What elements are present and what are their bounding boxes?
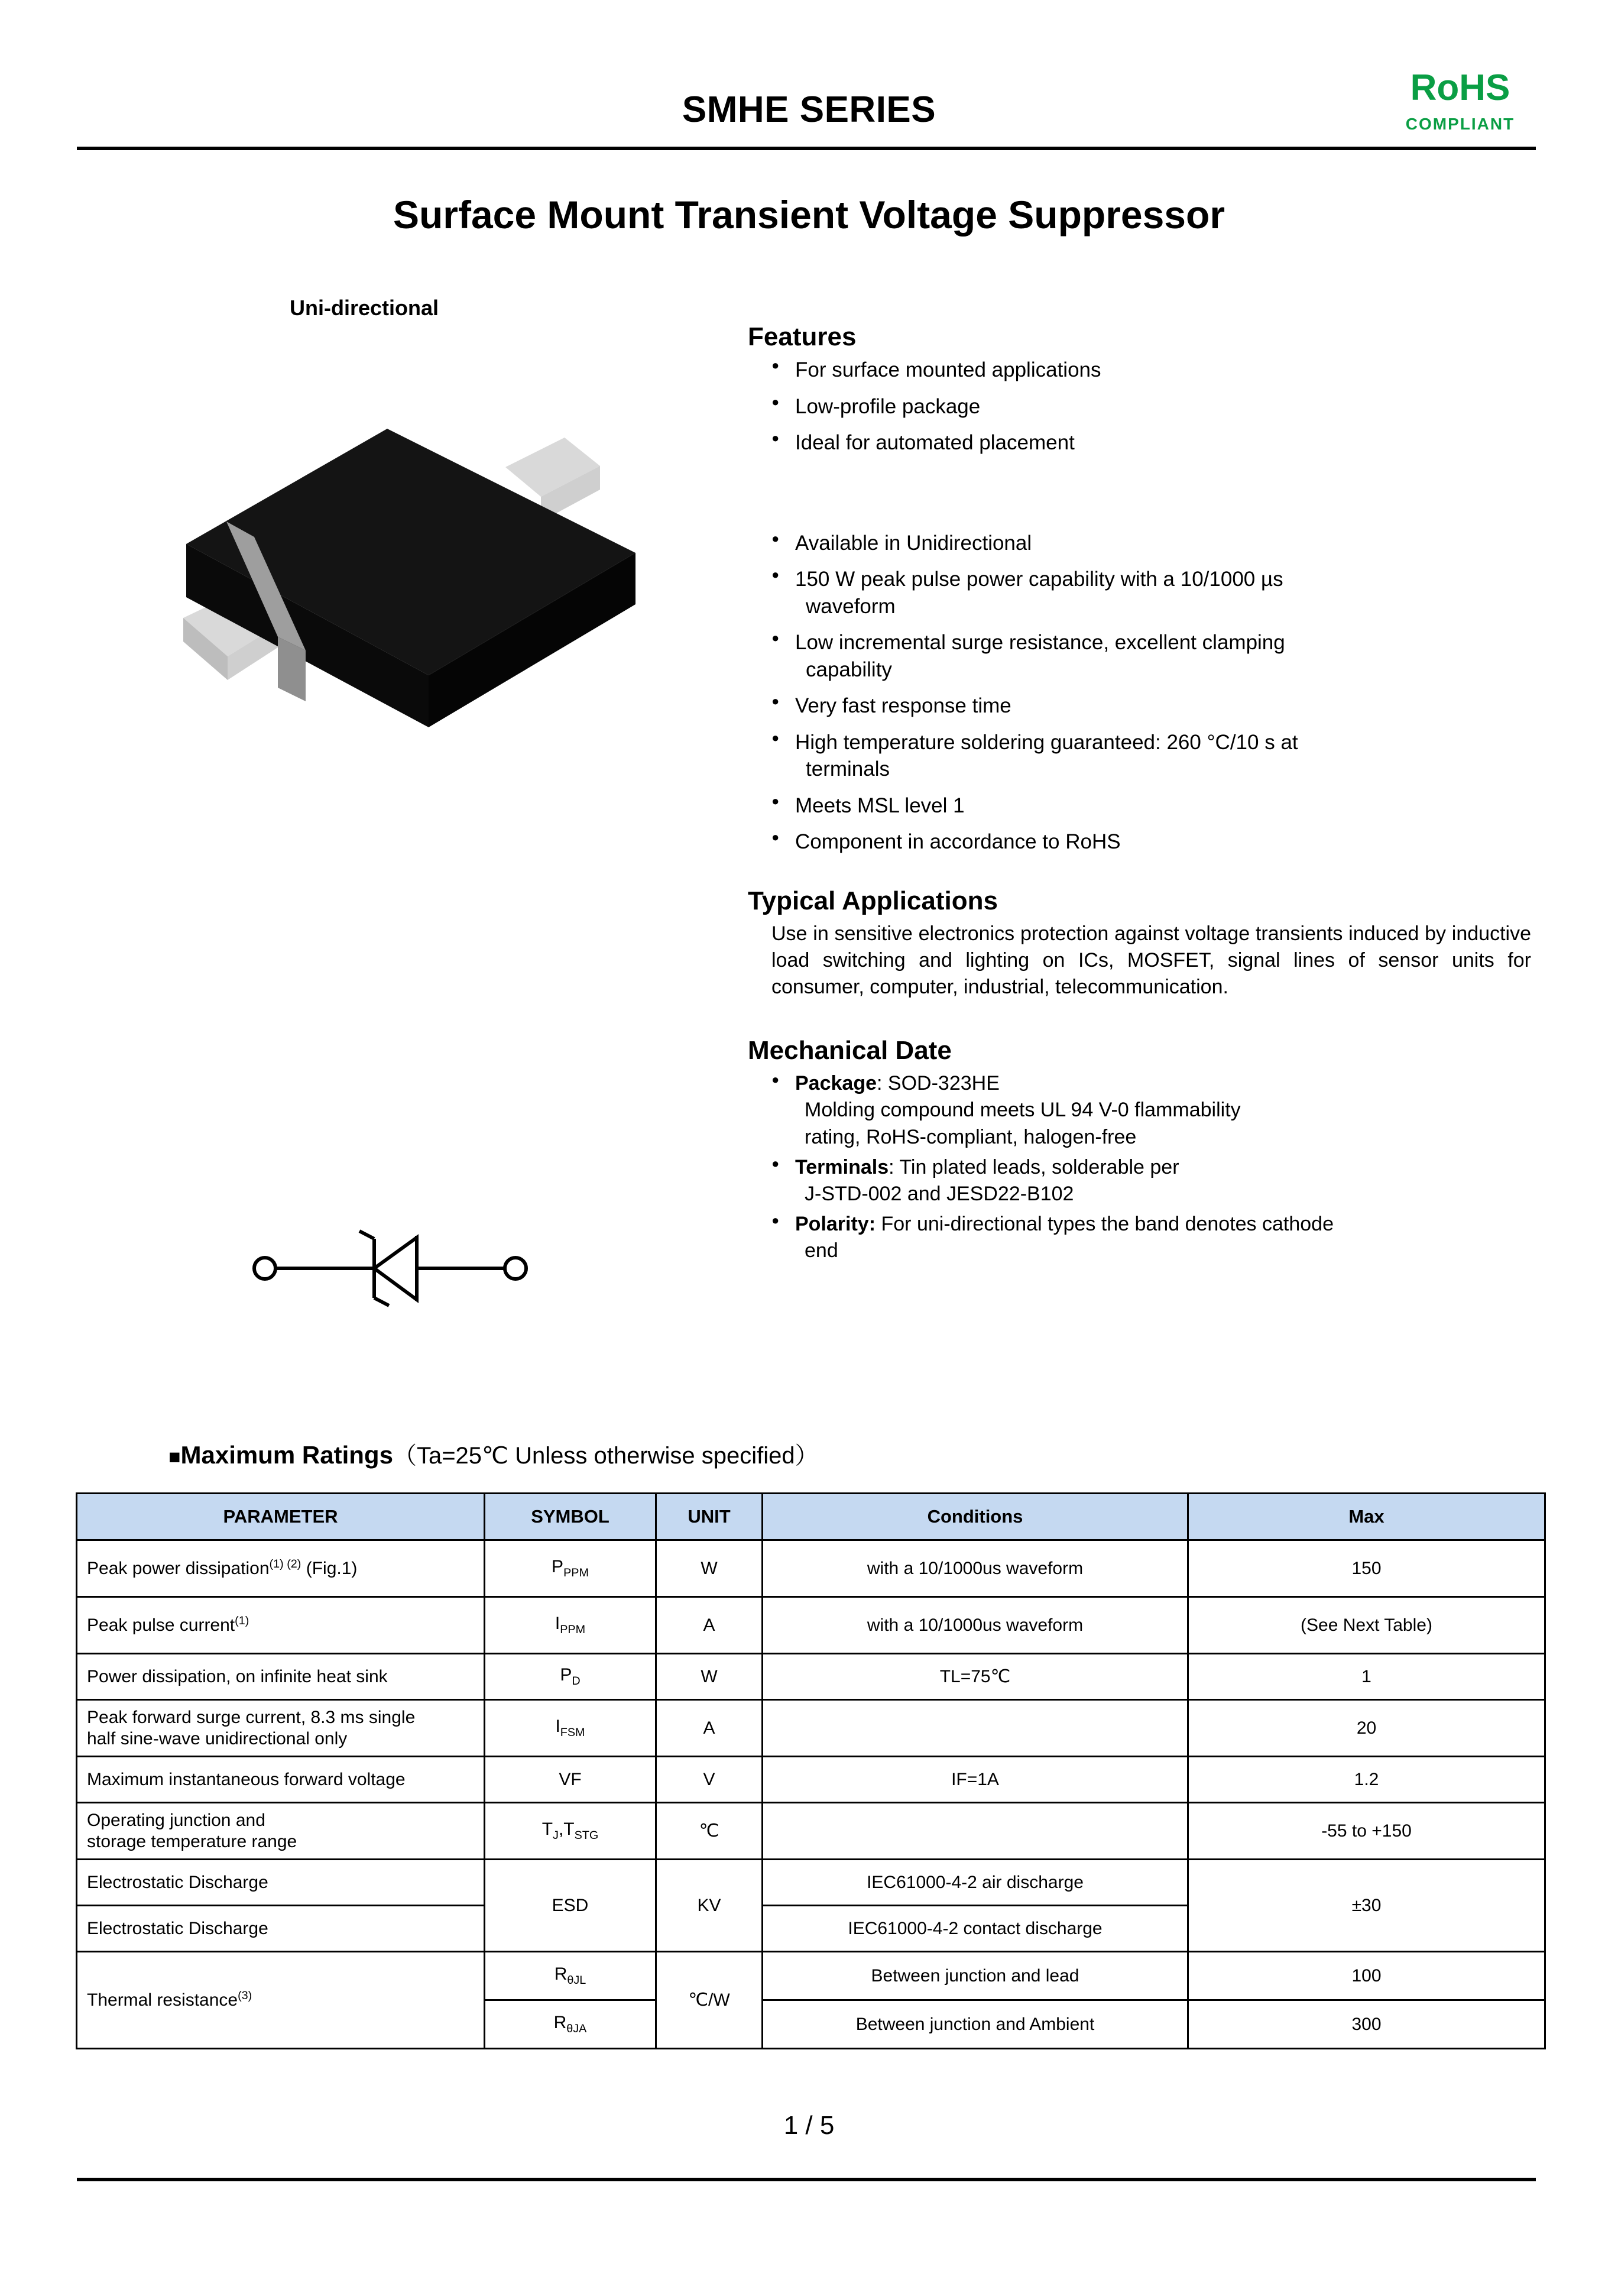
header-divider	[77, 147, 1536, 150]
list-item: ● Component in accordance to RoHS	[771, 828, 1540, 856]
rohs-label: RoHS	[1410, 67, 1510, 108]
cell-parameter: Electrostatic Discharge	[77, 1860, 485, 1906]
table-row	[77, 1597, 1545, 1654]
list-item: ● Terminals: Tin plated leads, solderable per J-STD-002 and JESD22-B102	[771, 1154, 1540, 1207]
list-item: ● Meets MSL level 1	[771, 792, 1540, 820]
list-item: ● Available in Unidirectional	[771, 530, 1540, 557]
cell-max: 1	[1188, 1654, 1545, 1700]
cell-conditions: with a 10/1000us waveform	[763, 1597, 1188, 1654]
list-item: ● Low incremental surge resistance, excellent clamping capability	[771, 629, 1540, 683]
table-row	[77, 1700, 1545, 1757]
cell-symbol: $I_{PPM}$	[485, 1597, 656, 1654]
maximum-ratings-table	[76, 1492, 1546, 2049]
mechanical-label: Polarity:	[795, 1213, 876, 1236]
page-title: Surface Mount Transient Voltage Suppressor	[393, 193, 1225, 237]
cell-parameter: Operating junction and storage temperature range	[77, 1803, 485, 1860]
col-max: Max	[1188, 1494, 1545, 1540]
package-orientation-label: Uni-directional	[290, 296, 439, 320]
cell-conditions	[763, 1803, 1188, 1860]
cell-parameter: Peak power dissipation$^{(1) (2)}$ (Fig.1)	[77, 1540, 485, 1597]
applications-heading: Typical Applications	[748, 886, 998, 915]
cell-unit: A	[656, 1597, 763, 1654]
cell-max: 150	[1188, 1540, 1545, 1597]
cell-unit: V	[656, 1757, 763, 1803]
cell-parameter: Thermal resistance$^{(3)}$	[77, 1952, 485, 2049]
cell-parameter: Peak pulse current$^{(1)}$	[77, 1597, 485, 1654]
rohs-logo	[1377, 67, 1543, 134]
cell-unit: W	[656, 1540, 763, 1597]
cell-symbol: VF	[485, 1757, 656, 1803]
cell-unit: W	[656, 1654, 763, 1700]
list-item: ● 150 W peak pulse power capability with a 10/1000 µs waveform	[771, 566, 1540, 620]
page-header	[0, 0, 1618, 148]
cell-max: (See Next Table)	[1188, 1597, 1545, 1654]
tvs-diode-symbol-icon	[248, 1206, 532, 1325]
cell-conditions: IEC61000-4-2 contact discharge	[763, 1906, 1188, 1952]
list-item: ● Ideal for automated placement	[771, 429, 1540, 456]
table-row	[77, 1757, 1545, 1803]
cell-unit: KV	[656, 1860, 763, 1952]
cell-conditions: Between junction and Ambient	[763, 2000, 1188, 2049]
page-number: 1 / 5	[783, 2111, 835, 2140]
features-heading: Features	[748, 322, 857, 351]
applications-body: Use in sensitive electronics protection against voltage transients induced by inductive load switching and lighting on ICs, MOSFET, signal lines of sensor units for consumer, computer, industrial, telecommunication.	[771, 922, 1531, 998]
cell-symbol: $R_{\theta JA}$	[485, 2000, 656, 2049]
cell-symbol: ESD	[485, 1860, 656, 1952]
cell-symbol: $P_{PPM}$	[485, 1540, 656, 1597]
bullet-square-icon: ■	[168, 1446, 181, 1468]
list-item: ● For surface mounted applications	[771, 357, 1540, 384]
cell-parameter: Maximum instantaneous forward voltage	[77, 1757, 485, 1803]
cell-conditions: IEC61000-4-2 air discharge	[763, 1860, 1188, 1906]
col-parameter: PARAMETER	[77, 1494, 485, 1540]
cell-unit: ℃/W	[656, 1952, 763, 2049]
list-item: ● High temperature soldering guaranteed: 260 °C/10 s at terminals	[771, 729, 1540, 783]
table-row	[77, 1860, 1545, 1906]
cell-max: 300	[1188, 2000, 1545, 2049]
col-conditions: Conditions	[763, 1494, 1188, 1540]
cell-conditions: IF=1A	[763, 1757, 1188, 1803]
features-group-spacer	[748, 466, 1540, 530]
list-item: ● Very fast response time	[771, 692, 1540, 720]
ratings-title: ■Maximum Ratings（Ta=25℃ Unless otherwise specified）	[168, 1441, 819, 1469]
col-unit: UNIT	[656, 1494, 763, 1540]
table-row	[77, 1803, 1545, 1860]
cell-max: 20	[1188, 1700, 1545, 1757]
features-list-group1	[748, 357, 1540, 456]
col-symbol: SYMBOL	[485, 1494, 656, 1540]
mechanical-heading: Mechanical Date	[748, 1036, 952, 1066]
mechanical-list	[748, 1070, 1540, 1265]
rohs-compliant-label: COMPLIANT	[1405, 115, 1515, 133]
cell-parameter: Peak forward surge current, 8.3 ms single half sine-wave unidirectional only	[77, 1700, 485, 1757]
cell-symbol: $P_D$	[485, 1654, 656, 1700]
table-row	[77, 1540, 1545, 1597]
cell-max: 100	[1188, 1952, 1545, 2000]
series-title: SMHE SERIES	[682, 89, 936, 130]
cell-symbol: $I_{FSM}$	[485, 1700, 656, 1757]
list-item: ● Package: SOD-323HE Molding compound meets UL 94 V-0 flammability rating, RoHS-compliant, halogen-free	[771, 1070, 1540, 1151]
mechanical-label: Package	[795, 1072, 877, 1095]
package-photo	[151, 349, 671, 733]
sod323he-package-illustration	[151, 349, 671, 733]
cell-parameter: Electrostatic Discharge	[77, 1906, 485, 1952]
cell-conditions: TL=75℃	[763, 1654, 1188, 1700]
cell-max: ±30	[1188, 1860, 1545, 1952]
cell-conditions: Between junction and lead	[763, 1952, 1188, 2000]
cell-conditions: with a 10/1000us waveform	[763, 1540, 1188, 1597]
list-item: ● Low-profile package	[771, 393, 1540, 420]
footer-divider	[77, 2178, 1536, 2181]
cell-symbol: $R_{\theta JL}$	[485, 1952, 656, 2000]
list-item: ● Polarity: For uni-directional types the band denotes cathode end	[771, 1211, 1540, 1264]
features-list-group2	[748, 530, 1540, 856]
mechanical-label: Terminals	[795, 1155, 889, 1178]
cell-symbol: $T_J,T_{STG}$	[485, 1803, 656, 1860]
cell-max: -55 to +150	[1188, 1803, 1545, 1860]
table-row	[77, 1654, 1545, 1700]
right-content-column	[748, 322, 1540, 1268]
table-header-row	[77, 1494, 1545, 1540]
cell-parameter: Power dissipation, on infinite heat sink	[77, 1654, 485, 1700]
cell-unit: A	[656, 1700, 763, 1757]
cell-conditions	[763, 1700, 1188, 1757]
cell-max: 1.2	[1188, 1757, 1545, 1803]
cell-unit: ℃	[656, 1803, 763, 1860]
table-row	[77, 1952, 1545, 2000]
schematic-symbol	[248, 1206, 532, 1325]
